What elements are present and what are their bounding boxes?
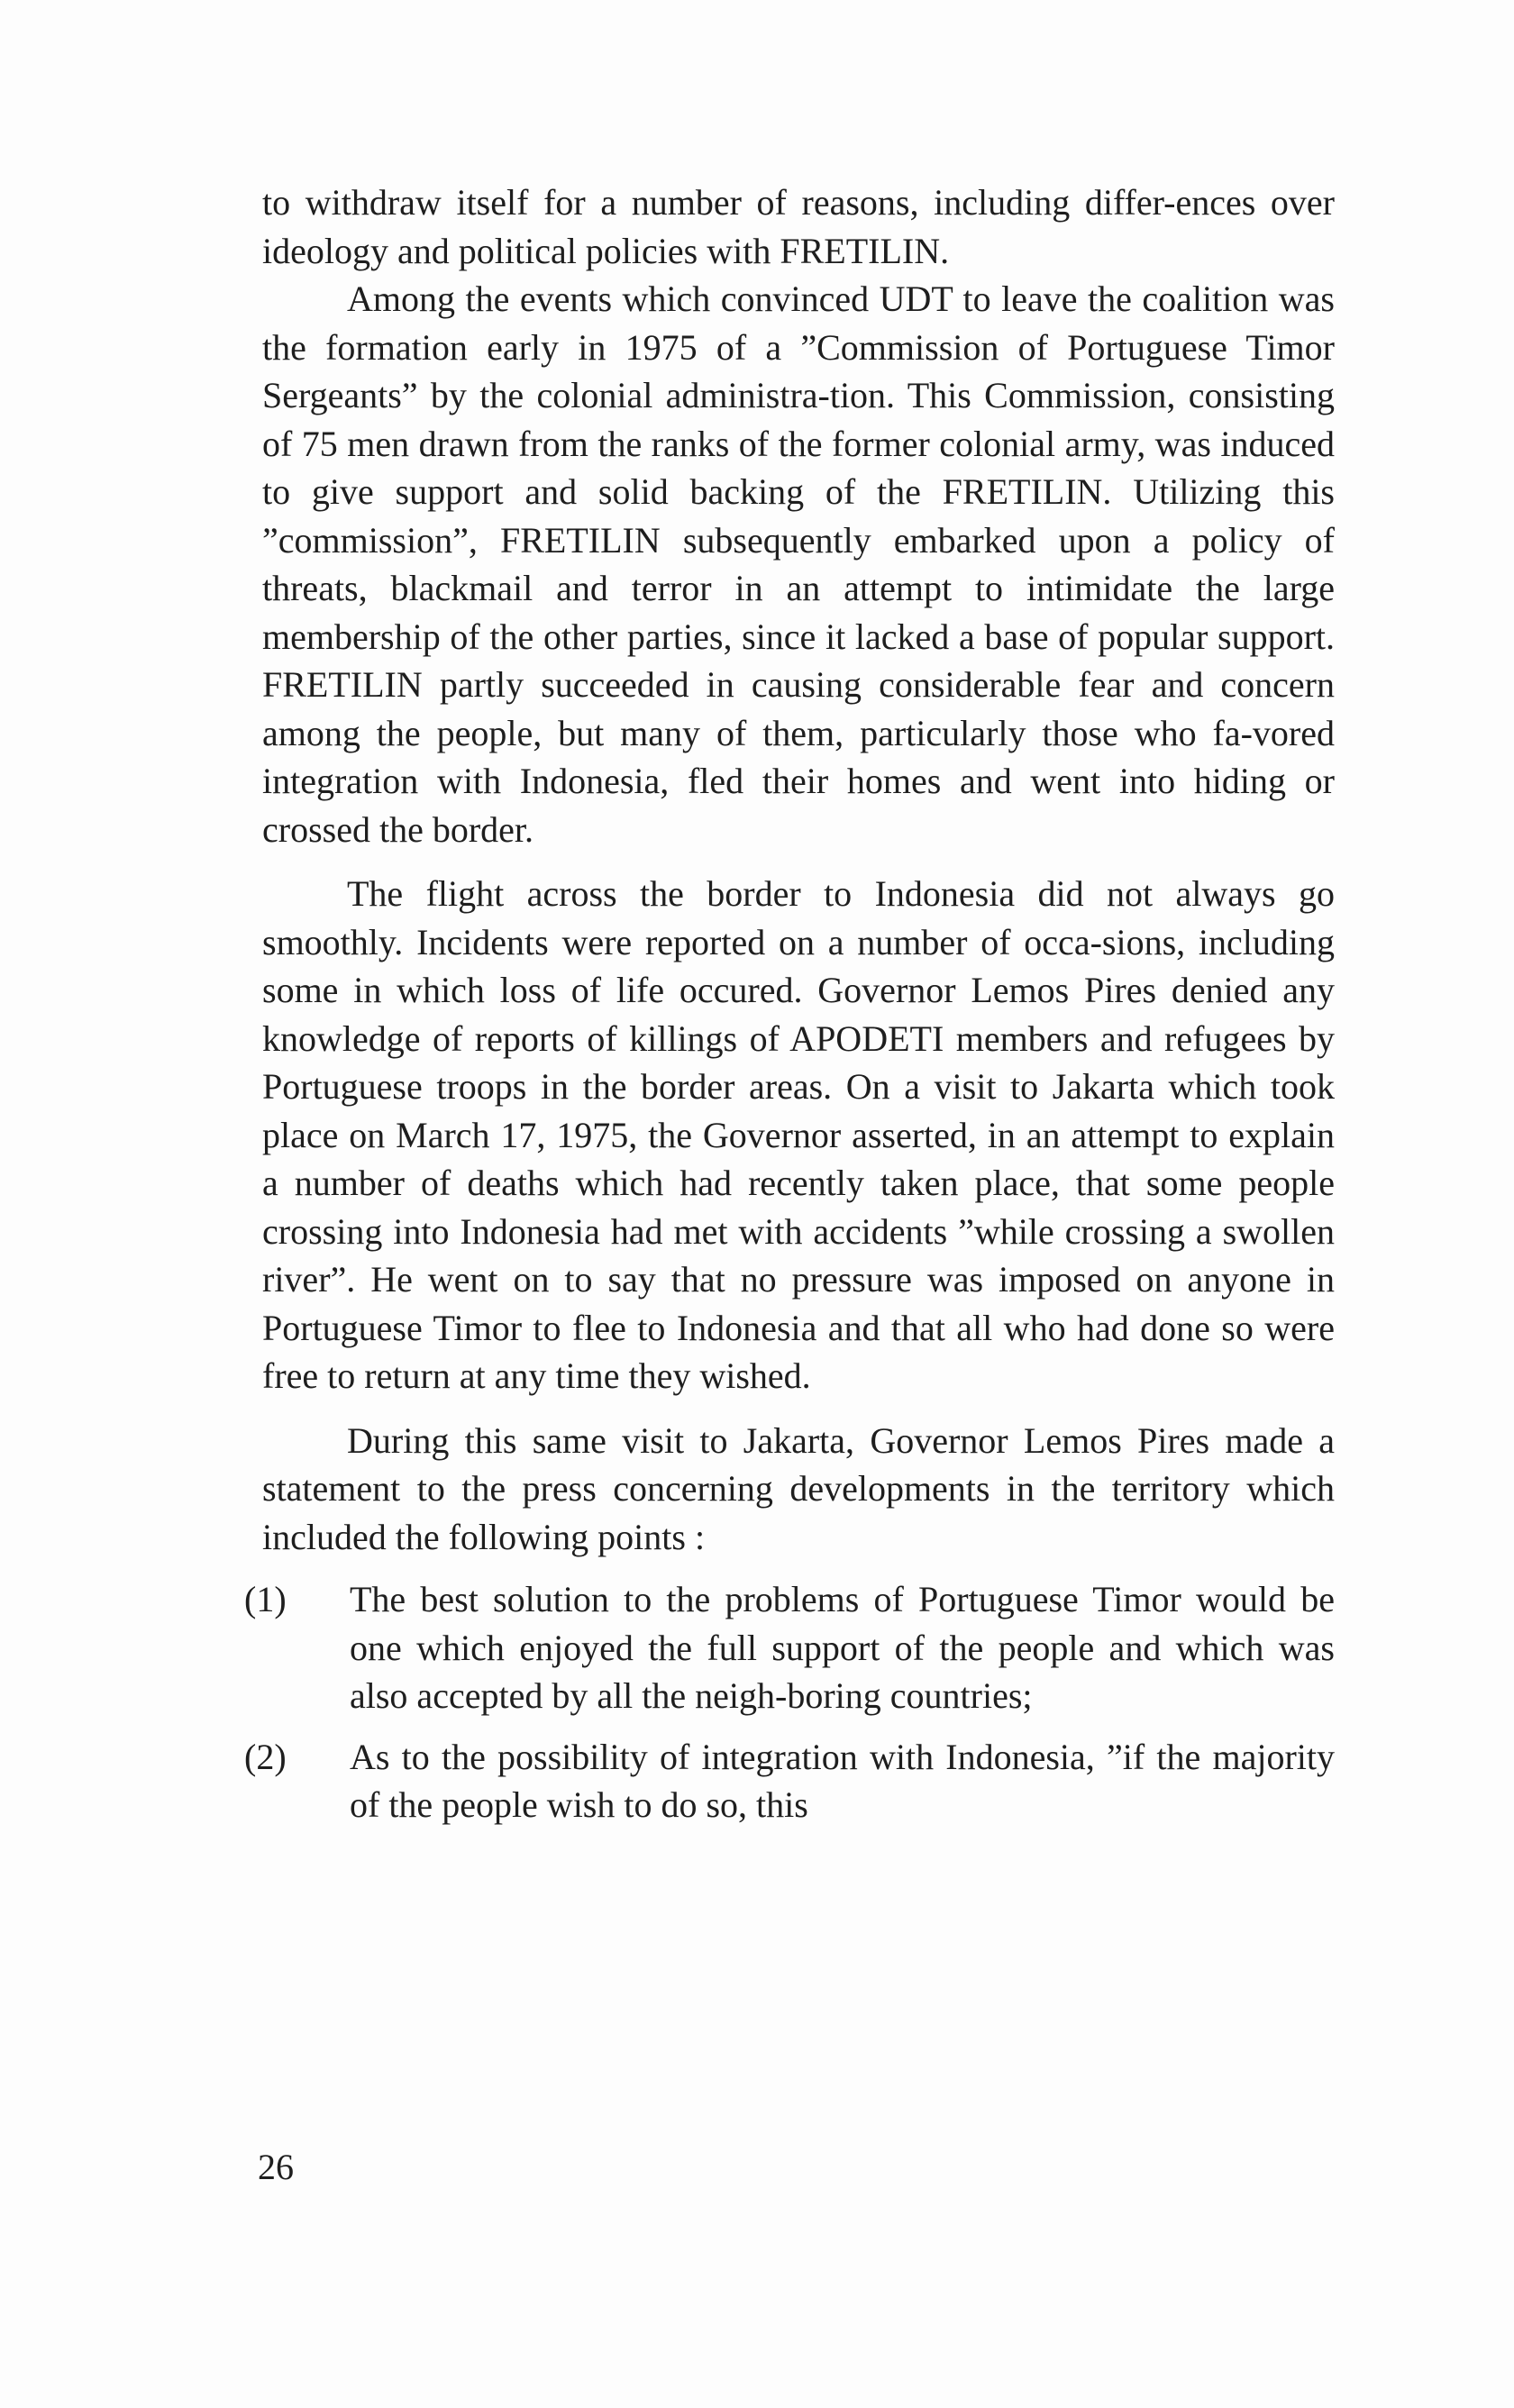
list-item-text: The best solution to the problems of Portuguese Timor would be one which enjoyed the full support of the people and which was also accepted by all the neigh-boring countries;: [350, 1579, 1335, 1716]
list-marker: (2): [244, 1736, 287, 1777]
paragraph-continuation: to withdraw itself for a number of reasons, including differ-ences over ideology and political policies with FRETILIN.: [262, 182, 1335, 271]
page-number: 26: [258, 2147, 294, 2187]
list-item: [244, 1575, 1335, 1720]
paragraph-border-flight: The flight across the border to Indonesia did not always go smoothly. Incidents were reported on a number of occa-sions, including some in which loss of life occured. Governor Lemos Pires denied any knowledge of reports of killings of APODETI members and refugees by Portuguese troops in the border areas. On a visit to Jakarta which took place on March 17, 1975, the Governor asserted, in an attempt to explain a number of deaths which had recently taken place, that some people crossing into Indonesia had met with accidents ”while crossing a swollen river”. He went on to say that no pressure was imposed on anyone in Portuguese Timor to flee to Indonesia and that all who had done so were free to return at any time they wished.: [262, 873, 1335, 1396]
list-item: [244, 1733, 1335, 1829]
statement-points-list: [244, 1575, 1335, 1829]
list-marker: (1): [244, 1579, 287, 1619]
body-text: [244, 178, 1335, 1842]
paragraph-commission: Among the events which convinced UDT to leave the coalition was the formation early in 1975 of a ”Commission of Portuguese Timor Sergeants” by the colonial administra-tion. This Commission, consisting of 75 men drawn from the ranks of the former colonial army, was induced to give support and solid backing of the FRETILIN. Utilizing this ”commission”, FRETILIN subsequently embarked upon a policy of threats, blackmail and terror in an attempt to intimidate the large membership of the other parties, since it lacked a base of popular support. FRETILIN partly succeeded in causing considerable fear and concern among the people, but many of them, particularly those who fa-vored integration with Indonesia, fled their homes and went into hiding or crossed the border.: [262, 278, 1335, 850]
paragraph-jakarta-visit: During this same visit to Jakarta, Governor Lemos Pires made a statement to the press concerning developments in the territory which included the following points :: [262, 1419, 1335, 1557]
list-item-text: As to the possibility of integration with Indonesia, ”if the majority of the people wish to do so, this: [350, 1736, 1335, 1825]
